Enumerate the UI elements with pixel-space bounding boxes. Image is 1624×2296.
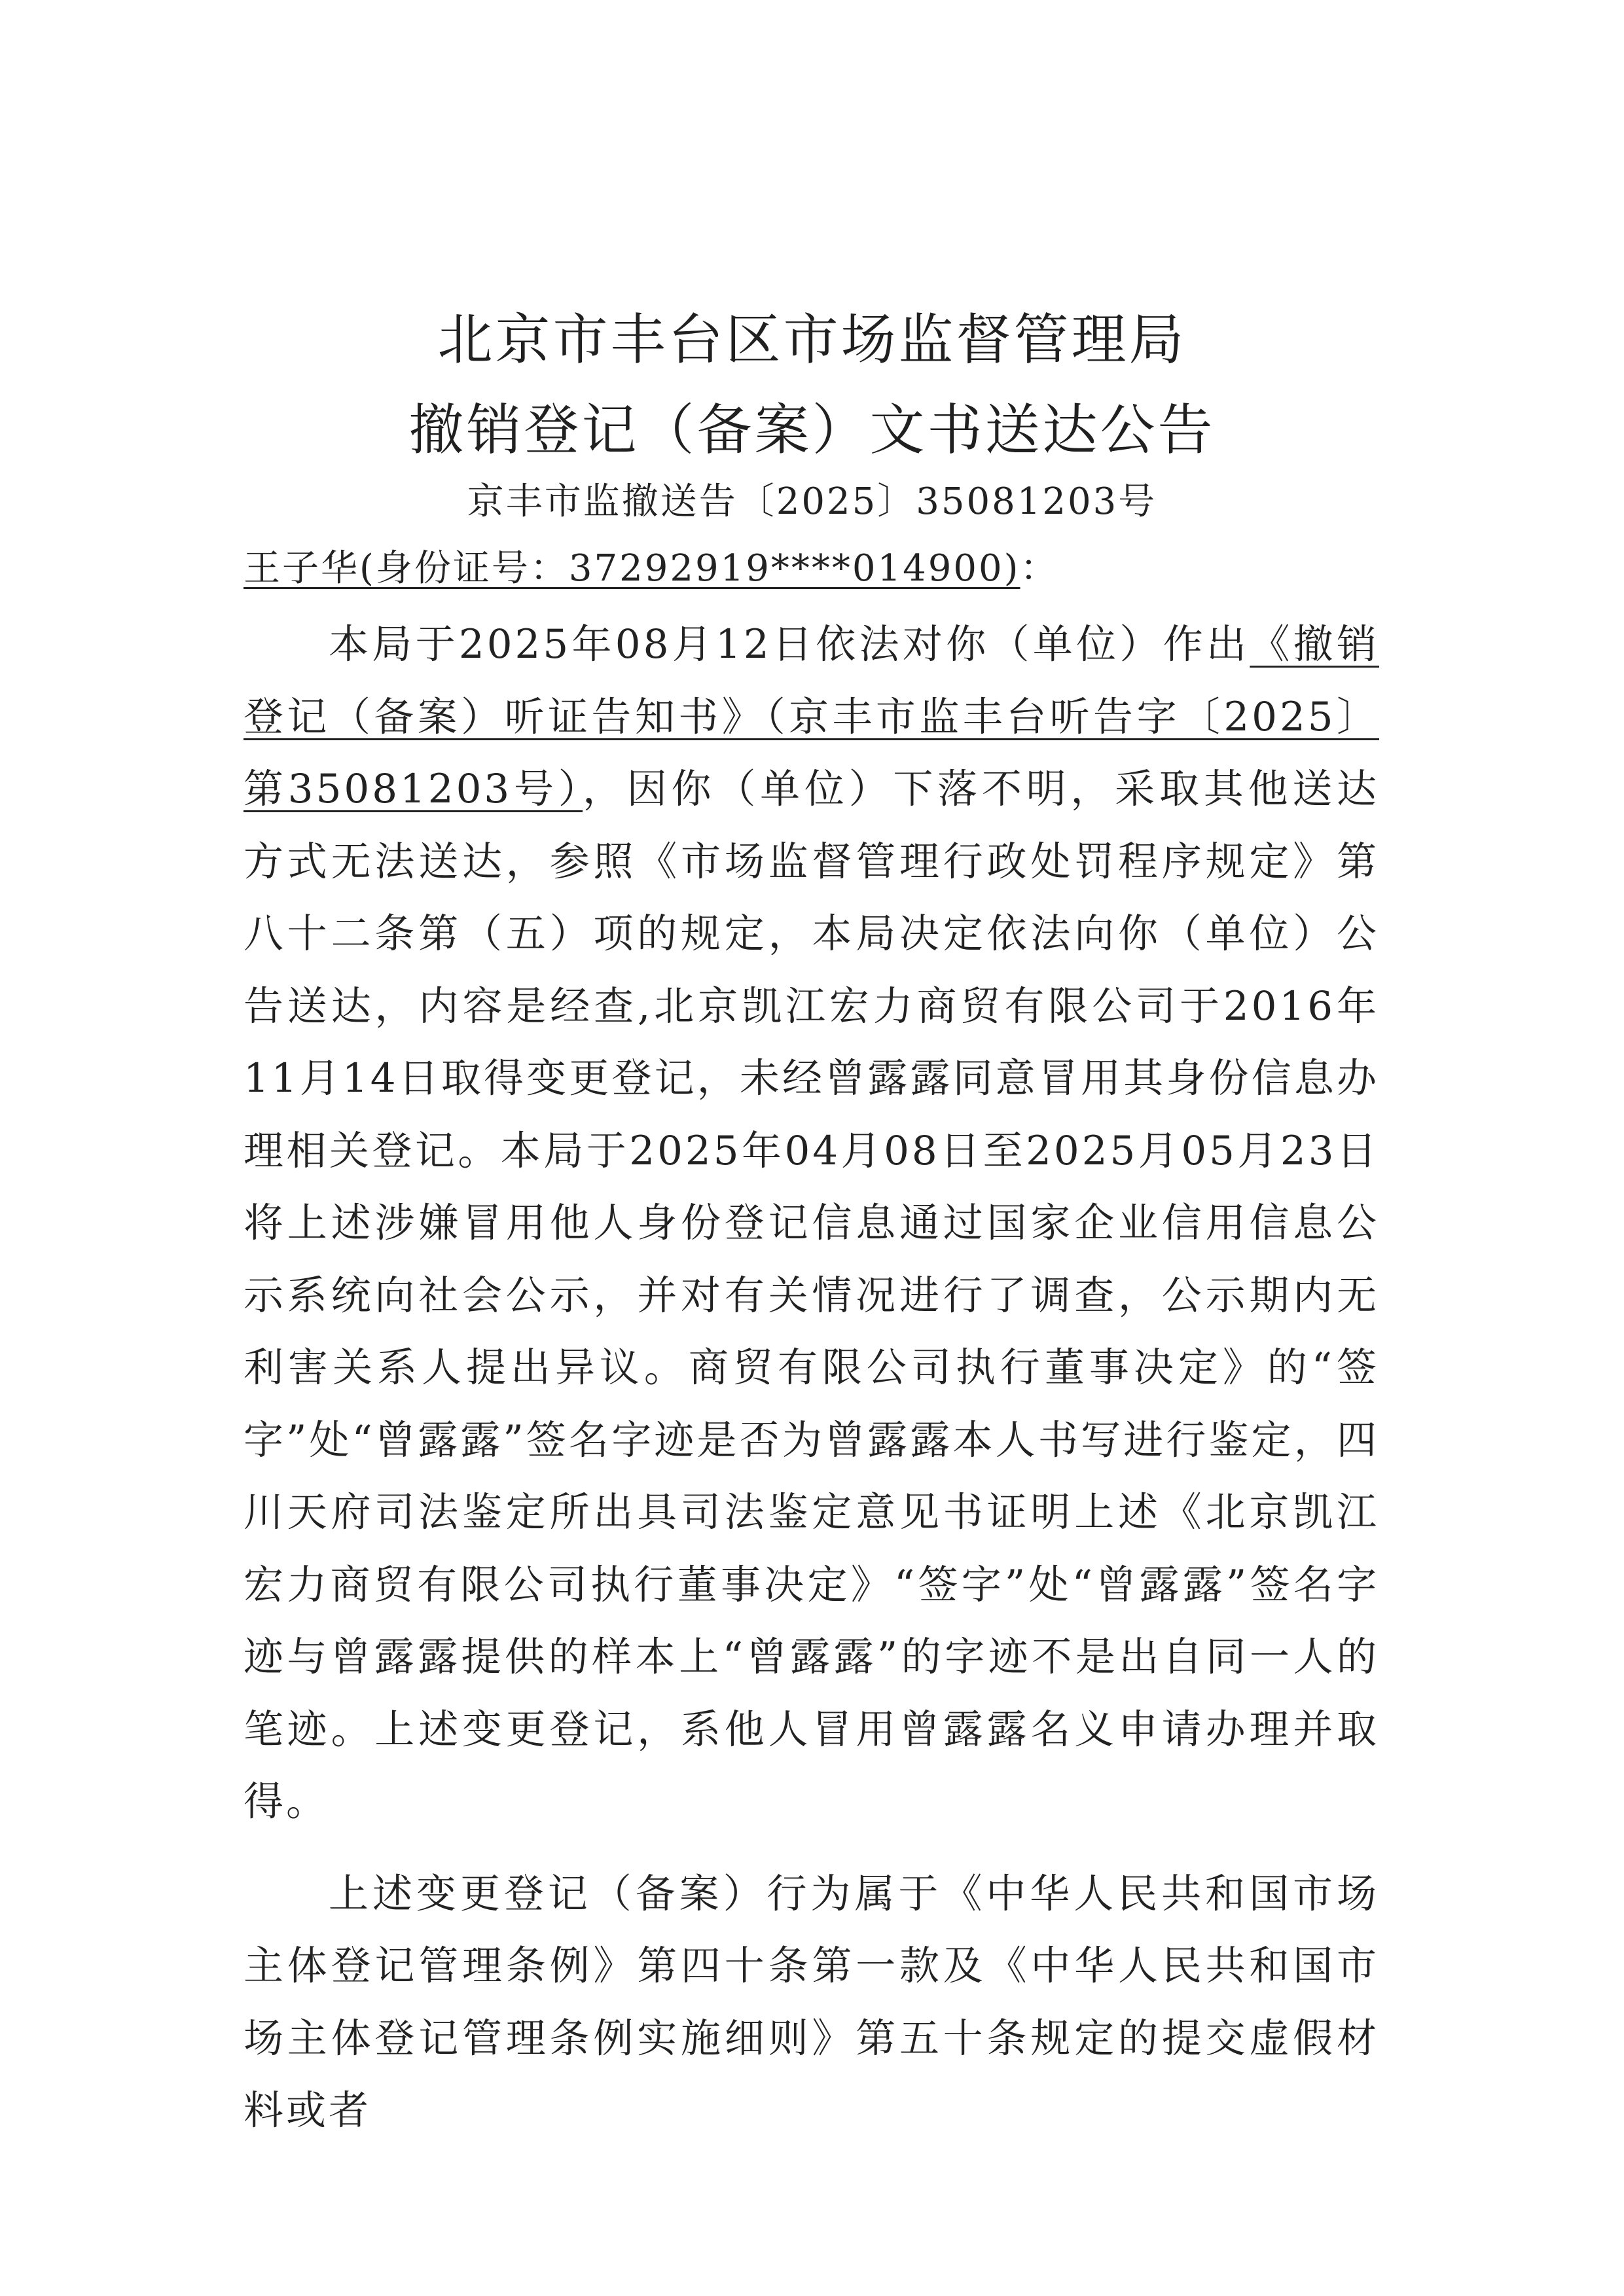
notice-body: [244, 609, 1379, 2147]
addressee-line: [244, 539, 1059, 592]
document-number: 京丰市监撤送告〔2025〕35081203号: [467, 480, 1157, 523]
addressee-name-id: 王子华(身份证号：37292919****014900): [244, 547, 1020, 590]
referenced-document: 《撤销登记（备案）听证告知书》（京丰市监丰台听告字〔2025〕第35081203号）: [244, 621, 1379, 812]
addressee-colon: ：: [1020, 547, 1059, 590]
paragraph-1-lead: 本局于2025年08月12日依法对你（单位）作出: [329, 621, 1250, 668]
page-title-authority: 北京市丰台区市场监督管理局: [437, 308, 1187, 372]
page-title-notice: 撤销登记（备案）文书送达公告: [408, 398, 1216, 462]
paragraph-2: 上述变更登记（备案）行为属于《中华人民共和国市场主体登记管理条例》第四十条第一款及《中华人民共和国市场主体登记管理条例实施细则》第五十条规定的提交虚假材料或者: [244, 1870, 1379, 2134]
paragraph-1: [244, 609, 1379, 1839]
paragraph-1-rest: ，因你（单位）下落不明，采取其他送达方式无法送达，参照《市场监督管理行政处罚程序规定》第八十二条第（五）项的规定，本局决定依法向你（单位）公告送达，内容是经查,北京凯江宏力商贸有限公司于2016年11月14日取得变更登记，未经曾露露同意冒用其身份信息办理相关登记。本局于2025年04月08日至2025月05月23日将上述涉嫌冒用他人身份登记信息通过国家企业信用信息公示系统向社会公示，并对有关情况进行了调查，公示期内无利害关系人提出异议。商贸有限公司执行董事决定》的“签字”处“曾露露”签名字迹是否为曾露露本人书写进行鉴定，四川天府司法鉴定所出具司法鉴定意见书证明上述《北京凯江宏力商贸有限公司执行董事决定》“签字”处“曾露露”签名字迹与曾露露提供的样本上“曾露露”的字迹不是出自同一人的笔迹。上述变更登记，系他人冒用曾露露名义申请办理并取得。: [244, 766, 1379, 1825]
